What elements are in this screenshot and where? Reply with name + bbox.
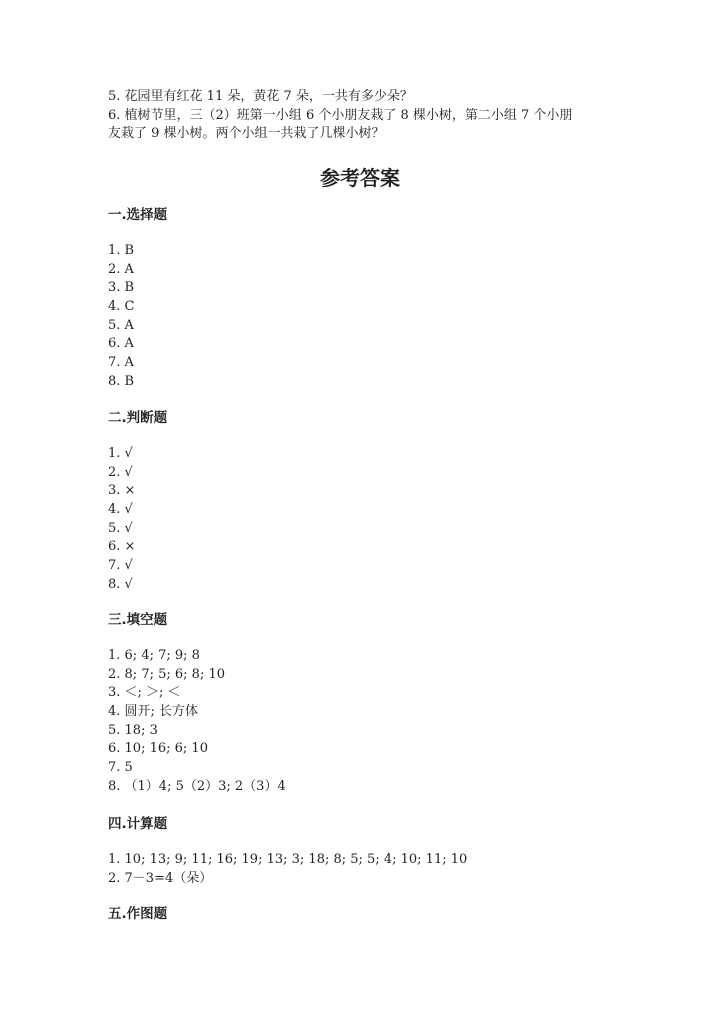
answer-item: 1. √: [108, 446, 133, 461]
answer-item: 6. ×: [108, 539, 136, 555]
answer-item: 2. 8; 7; 5; 6; 8; 10: [108, 666, 225, 682]
section-heading: 三.填空题: [108, 612, 168, 628]
answer-item: 4. √: [108, 502, 133, 518]
section-heading: 五.作图题: [108, 906, 168, 922]
answer-item: 8. （1）4; 5（2）3; 2（3）4: [108, 778, 286, 794]
answer-item: 6. 10; 16; 6; 10: [108, 741, 208, 757]
answer-item: 3. B: [108, 280, 135, 296]
answer-item: 2. A: [108, 261, 134, 277]
answer-item: 7. √: [108, 558, 133, 574]
section-heading: 一.选择题: [108, 207, 168, 223]
answer-item: 5. 18; 3: [108, 722, 158, 738]
question-line: 6. 植树节里，三（2）班第一小组 6 个小朋友栽了 8 棵小树，第二小组 7 个小朋: [108, 107, 573, 123]
page-title: 参考答案: [320, 166, 400, 190]
question-line: 5. 花园里有红花 11 朵，黄花 7 朵，一共有多少朵？: [108, 89, 413, 104]
answer-item: 7. A: [108, 355, 134, 371]
answer-item: 1. B: [108, 243, 135, 258]
answer-item: 5. A: [108, 317, 134, 333]
answer-item: 3. ＜; ＞; ＜: [108, 685, 181, 701]
answer-item: 3. ×: [108, 483, 136, 499]
answer-item: 2. 7－3=4（朵）: [108, 870, 213, 886]
section-choice: [108, 206, 167, 392]
answer-item: 1. 10; 13; 9; 11; 16; 19; 13; 3; 18; 8; 5; 5; 4; 10; 11; 10: [108, 852, 468, 867]
section-calculation: [108, 815, 467, 888]
section-judgment: [108, 409, 167, 595]
answer-item: 5. √: [108, 520, 133, 536]
section-heading: 二.判断题: [108, 410, 168, 426]
question-line: 友栽了 9 棵小树。两个小组一共栽了几棵小树？: [108, 126, 385, 142]
answer-item: 2. √: [108, 464, 133, 480]
answer-item: 8. √: [108, 576, 133, 592]
answer-item: 7. 5: [108, 760, 133, 776]
section-heading: 四.计算题: [108, 816, 168, 832]
section-drawing: [108, 905, 167, 923]
answer-item: 6. A: [108, 336, 134, 352]
answer-item: 1. 6; 4; 7; 9; 8: [108, 648, 200, 663]
answer-item: 4. C: [108, 299, 135, 315]
answer-item: 4. 圆开; 长方体: [108, 704, 199, 720]
question-list: [108, 88, 572, 144]
answer-item: 8. B: [108, 373, 135, 389]
section-fill-in: [108, 611, 286, 797]
